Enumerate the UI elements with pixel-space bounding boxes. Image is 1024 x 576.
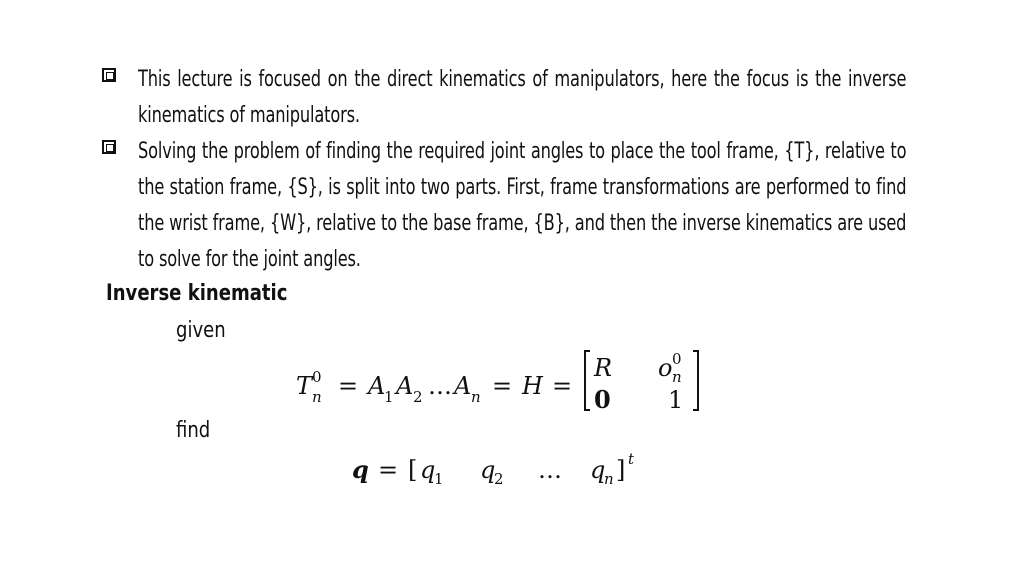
joint-vector-equation: [352, 452, 672, 498]
A2-subscript: 2: [413, 388, 423, 406]
transpose-superscript: t: [628, 450, 635, 468]
An-symbol: A: [454, 372, 472, 400]
qn-symbol: q: [590, 456, 606, 484]
A1-symbol: A: [368, 372, 386, 400]
given-label: given: [176, 318, 226, 343]
ellipsis: …: [538, 456, 562, 484]
An-subscript: n: [471, 388, 481, 406]
matrix-o: o: [658, 354, 673, 382]
section-heading: Inverse kinematic: [106, 281, 288, 306]
equals-sign: =: [338, 372, 359, 400]
H-symbol: H: [522, 372, 543, 400]
matrix-right-bracket: [693, 351, 698, 410]
matrix-o-superscript: 0: [672, 350, 682, 368]
close-bracket: ]: [616, 456, 626, 484]
bullet-item: [102, 134, 910, 278]
q1-subscript: 1: [434, 470, 444, 488]
ellipsis: …: [428, 372, 452, 400]
T-subscript: n: [312, 388, 322, 406]
checkbox-bullet-icon: [102, 140, 116, 154]
joint-vector-svg: [352, 452, 672, 492]
q2-subscript: 2: [494, 470, 504, 488]
matrix-o-subscript: n: [672, 368, 682, 386]
matrix-R: R: [594, 354, 613, 382]
equals-sign: =: [552, 372, 573, 400]
matrix-one: 1: [668, 386, 684, 414]
bullet-text: This lecture is focused on the direct kinematics of manipulators, here the focus is the inverse kinematics of manipulators.: [138, 67, 907, 128]
T-symbol: T: [296, 372, 313, 400]
q2-symbol: q: [480, 456, 496, 484]
bullet-text: Solving the problem of finding the required joint angles to place the tool frame, {T}, relative to the station frame, {S}, is split into two parts. First, frame transformations are performed to find the wrist frame, {W}, relative to the base frame, {B}, and then the inverse kinematics are used to solve for the joint angles.: [138, 139, 907, 272]
q1-symbol: q: [420, 456, 436, 484]
open-bracket: [: [408, 456, 418, 484]
T-superscript: 0: [312, 368, 322, 386]
q-vector: q: [352, 455, 369, 484]
checkbox-bullet-icon: [102, 68, 116, 82]
A2-symbol: A: [396, 372, 414, 400]
A1-subscript: 1: [384, 388, 394, 406]
transform-equation-svg: [296, 350, 716, 428]
bullet-item: [102, 62, 910, 134]
matrix-zero: 0: [594, 385, 611, 414]
matrix-left-bracket: [585, 351, 590, 410]
bullet-list: [102, 62, 910, 278]
equals-sign: =: [492, 372, 513, 400]
qn-subscript: n: [604, 470, 614, 488]
transform-equation: [296, 350, 716, 434]
find-label: find: [176, 418, 211, 443]
equals-sign: =: [378, 456, 399, 484]
